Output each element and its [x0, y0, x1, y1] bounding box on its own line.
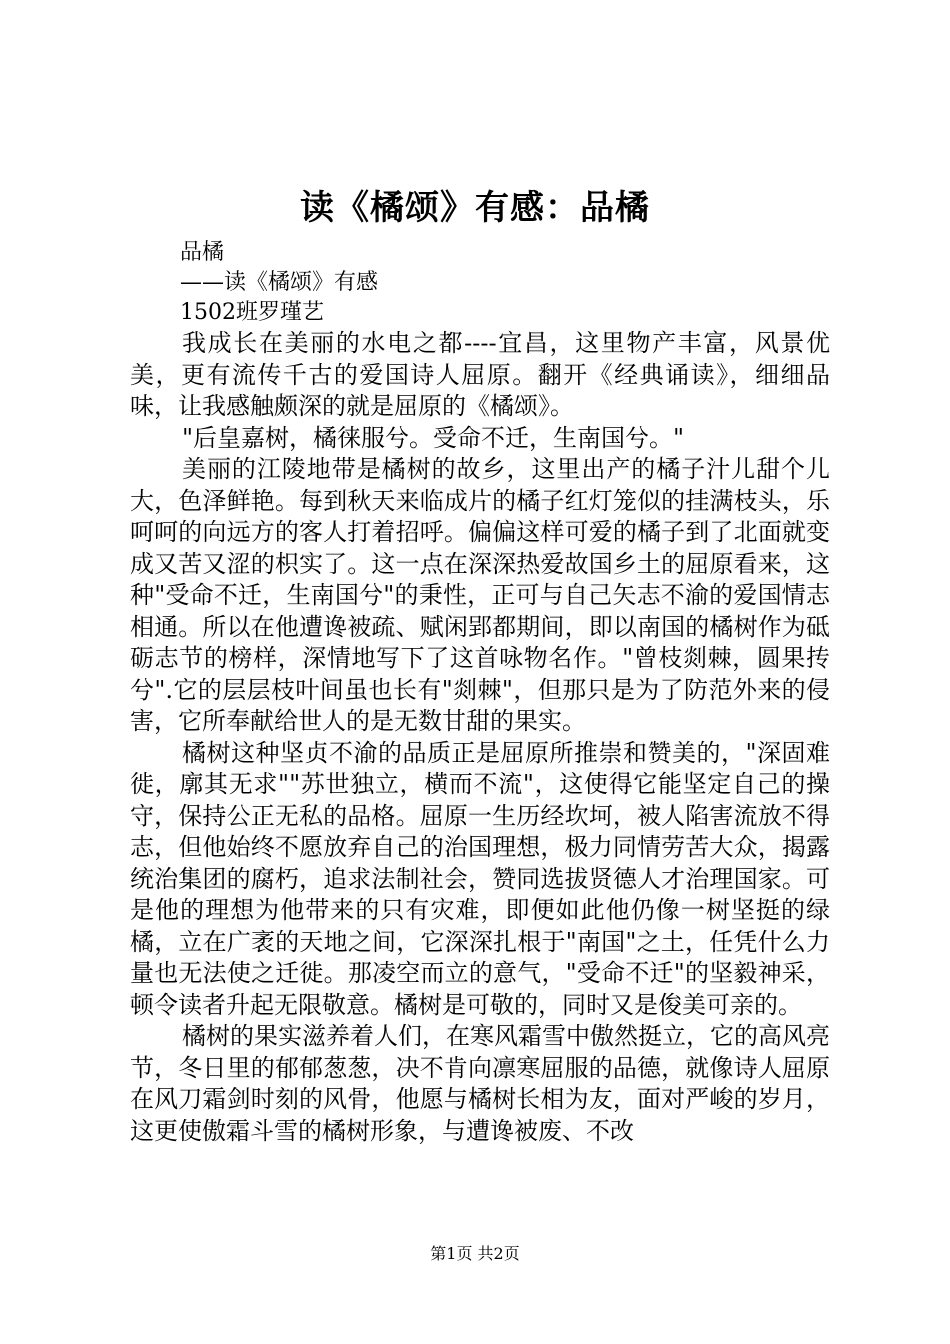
paragraph-1: 我成长在美丽的水电之都----宜昌，这里物产丰富，风景优美，更有流传千古的爱国诗人屈原。翻开《经典诵读》，细细品味，让我感触颇深的就是屈原的《橘颂》。	[130, 329, 830, 420]
essay-subheading: ——读《橘颂》有感	[180, 270, 379, 295]
paragraph-2-quote: "后皇嘉树，橘徕服兮。受命不迁，生南国兮。"	[182, 423, 685, 452]
paragraph-4: 橘树这种坚贞不渝的品质正是屈原所推崇和赞美的，"深固难徙，廓其无求""苏世独立，横而不流"，这使得它能坚定自己的操守，保持公正无私的品格。屈原一生历经坎坷，被人陷害流放不得志，但他始终不愿放弃自己的治国理想，极力同情劳苦大众，揭露统治集团的腐朽，追求法制社会，赞同选拔贤德人才治理国家。可是他的理想为他带来的只有灾难，即便如此他仍像一树坚挺的绿橘，立在广袤的天地之间，它深深扎根于"南国"之土，任凭什么力量也无法使之迁徙。那凌空而立的意气，"受命不迁"的坚毅神采，顿令读者升起无限敬意。橘树是可敬的，同时又是俊美可亲的。	[130, 738, 830, 1019]
essay-subtitle: 品橘	[180, 240, 225, 265]
paragraph-5: 橘树的果实滋养着人们，在寒风霜雪中傲然挺立，它的高风亮节，冬日里的郁郁葱葱，决不肯向凛寒屈服的品德，就像诗人屈原在风刀霜剑时刻的风骨，他愿与橘树长相为友，面对严峻的岁月，这更使傲霜斗雪的橘树形象，与遭谗被废、不改	[130, 1022, 830, 1145]
page-indicator: 第1页 共2页	[430, 1244, 520, 1263]
page-footer	[0, 1242, 950, 1266]
page-title: 读《橘颂》有感：品橘	[300, 188, 650, 228]
paragraph-3: 美丽的江陵地带是橘树的故乡，这里出产的橘子汁儿甜个儿大，色泽鲜艳。每到秋天来临成片的橘子红灯笼似的挂满枝头，乐呵呵的向远方的客人打着招呼。偏偏这样可爱的橘子到了北面就变成又苦又涩的枳实了。这一点在深深热爱故国乡土的屈原看来，这种"受命不迁，生南国兮"的秉性，正可与自己矢志不渝的爱国情志相通。所以在他遭谗被疏、赋闲郢都期间，即以南国的橘树作为砥砺志节的榜样，深情地写下了这首咏物名作。"曾枝剡棘，圆果抟兮".它的层层枝叶间虽也长有"剡棘"，但那只是为了防范外来的侵害，它所奉献给世人的是无数甘甜的果实。	[130, 455, 830, 735]
essay-body	[130, 328, 830, 1147]
author-line: 1502班罗瑾艺	[180, 300, 324, 325]
